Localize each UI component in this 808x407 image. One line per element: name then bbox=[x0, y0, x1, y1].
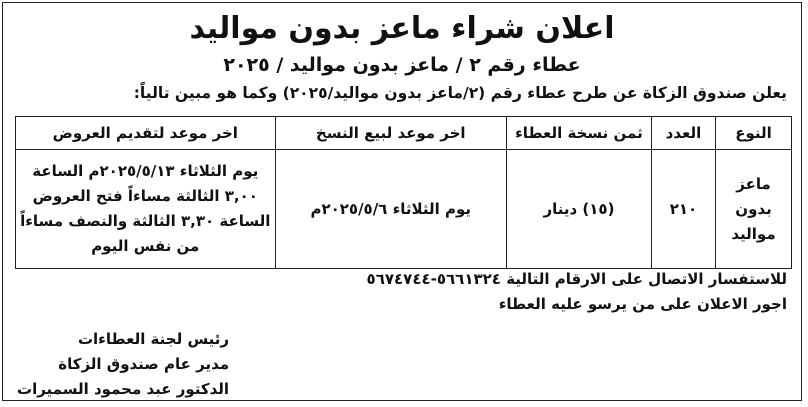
tender-table bbox=[15, 116, 792, 269]
header-sale-deadline: اخر موعد لبيع النسخ bbox=[275, 117, 506, 150]
signature-line-committee: رئيس لجنة العطاءات bbox=[77, 330, 230, 348]
cell-price: (١٥) دينار bbox=[506, 150, 651, 269]
announcement-title: اعلان شراء ماعز بدون مواليد bbox=[189, 11, 615, 46]
ads-cost-note: اجور الاعلان على من يرسو عليه العطاء bbox=[498, 295, 787, 313]
header-price: ثمن نسخة العطاء bbox=[506, 117, 651, 150]
cell-sale-deadline: يوم الثلاثاء ٢٠٢٥/٥/٦م bbox=[275, 150, 506, 269]
signature-line-name: الدكتور عبد محمود السميرات bbox=[17, 380, 230, 398]
header-type: النوع bbox=[716, 117, 792, 150]
header-count: العدد bbox=[651, 117, 715, 150]
cell-count: ٢١٠ bbox=[651, 150, 715, 269]
table-row bbox=[16, 150, 792, 269]
signature-line-director: مدير عام صندوق الزكاة bbox=[58, 355, 230, 373]
table-header-row bbox=[16, 117, 792, 150]
signature-block bbox=[17, 327, 229, 402]
cell-submit-deadline: يوم الثلاثاء ٢٠٢٥/٥/١٣م الساعة ٣,٠٠ الثالثة مساءاً فتح العروض الساعة ٣,٣٠ الثالثة والنصف مساءاً من نفس اليوم bbox=[16, 150, 276, 269]
cell-type: ماعز بدون مواليد bbox=[716, 150, 792, 269]
announcement-frame bbox=[2, 2, 802, 401]
header-submit-deadline: اخر موعد لتقديم العروض bbox=[16, 117, 276, 150]
contact-info: للاستفسار الاتصال على الارقام التالية ٥٦٦١٣٢٤-٥٦٧٤٧٤٤ bbox=[366, 270, 787, 288]
tender-number: عطاء رقم ٢ / ماعز بدون مواليد / ٢٠٢٥ bbox=[223, 54, 581, 76]
intro-text: يعلن صندوق الزكاة عن طرح عطاء رقم (٢/ماعز بدون مواليد/٢٠٢٥) وكما هو مبين تالياً: bbox=[133, 84, 787, 102]
